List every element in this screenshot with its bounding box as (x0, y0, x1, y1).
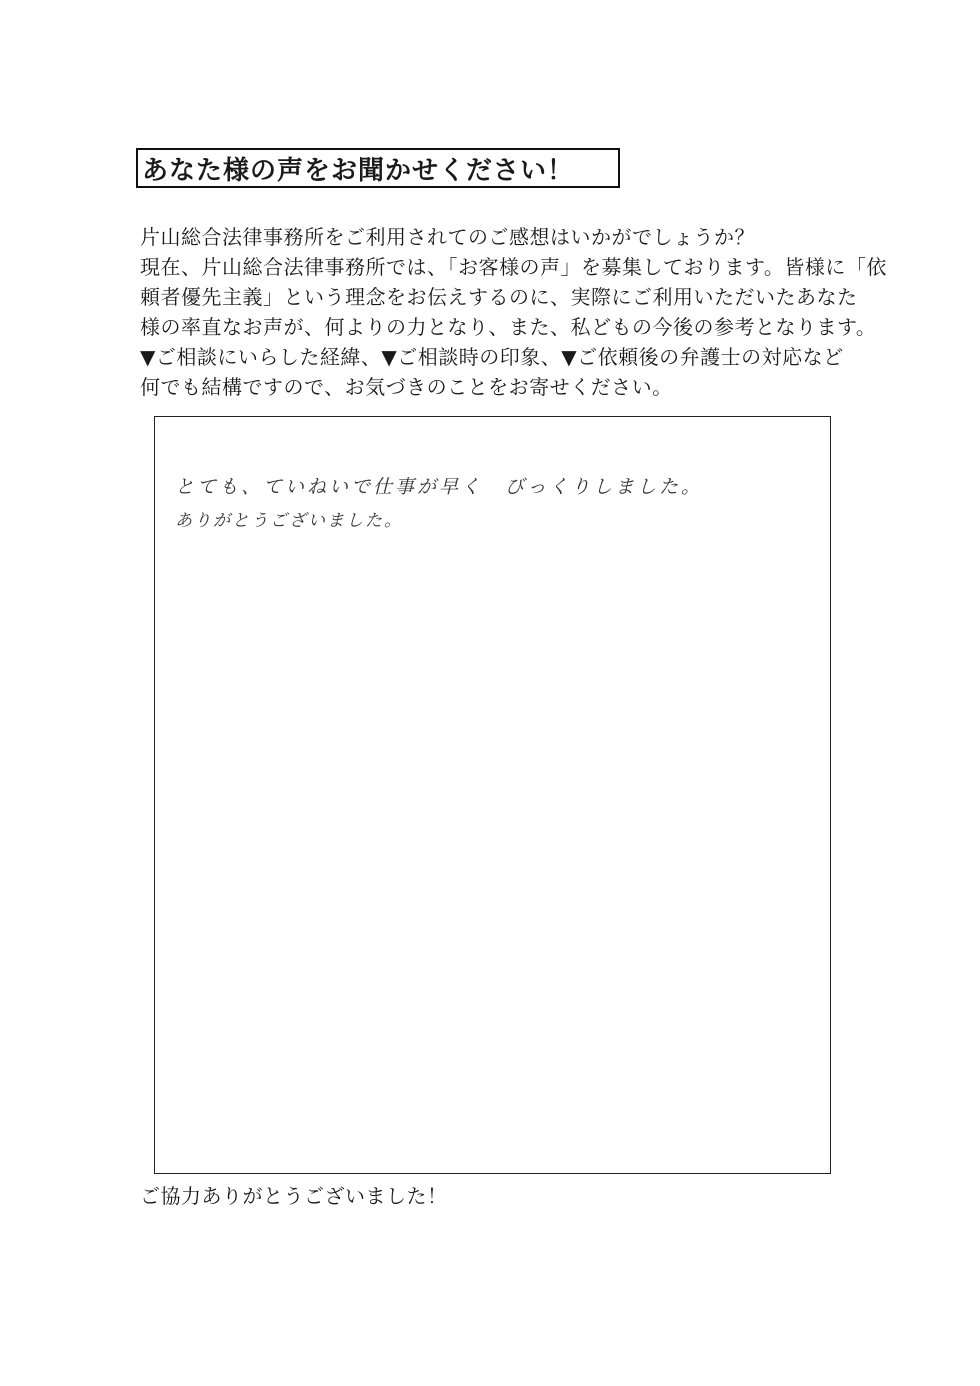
page-title: あなた様の声をお聞かせください！ (142, 155, 575, 186)
handwritten-line: とても、ていねいで仕事が早く びっくりしました。 (175, 476, 704, 498)
answer-box (154, 416, 831, 1174)
intro-line: 頼者優先主義」という理念をお伝えするのに、実際にご利用いただいたあなた (140, 285, 858, 309)
intro-line: ▼ご相談にいらした経緯、▼ご相談時の印象、▼ご依頼後の弁護士の対応など (140, 345, 844, 369)
intro-line: 様の率直なお声が、何よりの力となり、また、私どもの今後の参考となります。 (140, 315, 877, 339)
intro-line: 片山総合法律事務所をご利用されてのご感想はいかがでしょうか？ (140, 225, 755, 249)
title-box (136, 148, 620, 188)
intro-line: 何でも結構ですので、お気づきのことをお寄せください。 (140, 375, 673, 399)
intro-paragraph (140, 222, 887, 402)
thanks-message: ご協力ありがとうございました！ (140, 1184, 448, 1208)
intro-line: 現在、片山総合法律事務所では、「お客様の声」を募集しております。皆様に「依 (140, 255, 887, 279)
handwritten-answer (175, 467, 703, 541)
handwritten-line: ありがとうございました。 (175, 511, 403, 531)
